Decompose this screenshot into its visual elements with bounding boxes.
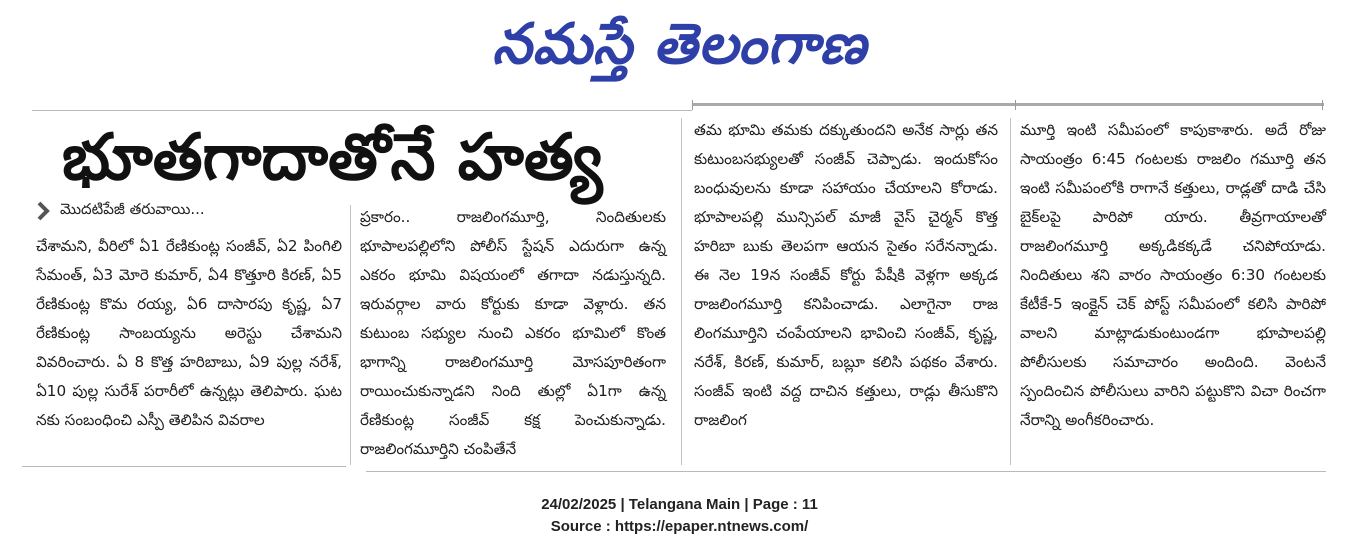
footer-edition-info: 24/02/2025 | Telangana Main | Page : 11 (541, 496, 818, 513)
article-headline: భూతగాదాతోనే హత్య (62, 121, 603, 195)
top-rule-left (32, 110, 692, 111)
article-column-2 (360, 203, 666, 464)
top-rule-right (692, 103, 1324, 106)
chevron-right-icon (36, 201, 50, 221)
column-divider (350, 205, 351, 465)
column-text: తమ భూమి తమకు దక్కుతుందని అనేక సార్లు తన కుటుంబసభ్యులతో సంజీవ్ చెప్పాడు. ఇందుకోసం బంధువులను కూడా సహాయం చేయాలని కోరాడు. భూపాలపల్లి మున్సిపల్ మాజీ వైస్ చైర్మన్ కొత్త హరిబా బుకు తెలపగా ఆయన సైతం సరేనన్నాడు. ఈ నెల 19న సంజీవ్ కోర్టు పేషీకి వెళ్లగా అక్కడ రాజలింగమూర్తి కనిపించాడు. ఎలాగైనా రాజ లింగమూర్తిని చంపేయాలని భావించి సంజీవ్, కృష్ణ, నరేశ్, కిరణ్, కుమార్, బబ్లూ కలిసి పథకం వేశారు. సంజీవ్ ఇంటి వద్ద దాచిన కత్తులు, రాడ్లు తీసుకొని రాజలింగ (694, 121, 998, 429)
column-divider (1010, 118, 1011, 465)
column-text: ప్రకారం.. రాజలింగమూర్తి, నిందితులకు భూపాలపల్లిలోని పోలీస్ స్టేషన్ ఎదురుగా ఉన్న ఎకరం భూమి విషయంలో తగాదా నడుస్తున్నది. ఇరువర్గాల వారు కోర్టుకు కూడా వెళ్లారు. తన కుటుంబ సభ్యుల నుంచి ఎకరం భూమిలో కొంత భాగాన్ని రాజలింగమూర్తి మోసపూరితంగా రాయించుకున్నాడని నింది తుల్లో ఏ1గా ఉన్న రేణికుంట్ల సంజీవ్ కక్ష పెంచుకున్నాడు. రాజలింగమూర్తిని చంపితేనే (360, 208, 666, 458)
continuation-marker (36, 196, 205, 226)
column-tick (692, 100, 693, 110)
bottom-rule-left (22, 466, 346, 467)
continuation-text: మొదటిపేజీ తరువాయి... (60, 200, 205, 218)
article-column-1 (36, 232, 342, 435)
masthead-logo: నమస్తే తెలంగాణ (492, 11, 867, 77)
column-text: చేశామని, వీరిలో ఏ1 రేణికుంట్ల సంజీవ్, ఏ2 పింగిలి సేమంత్, ఏ3 మోరె కుమార్, ఏ4 కొత్తూరి కిరణ్, ఏ5 రేణికుంట్ల కొమ రయ్య, ఏ6 దాసారపు కృష్ణ, ఏ7 రేణికుంట్ల సాంబయ్యను అరెస్టు చేశామని వివరించారు. ఏ 8 కొత్త హరిబాబు, ఏ9 పుల్ల నరేశ్, ఏ10 పుల్ల సురేశ్ పరారీలో ఉన్నట్లు తెలిపారు. ఘట నకు సంబంధించి ఎస్పీ తెలిపిన వివరాల (36, 237, 342, 429)
column-text: మూర్తి ఇంటి సమీపంలో కాపుకాశారు. అదే రోజు సాయంత్రం 6:45 గంటలకు రాజలిం గమూర్తి తన ఇంటి సమీపంలోకి రాగానే కత్తులు, రాడ్లతో దాడి చేసి బైక్‌లపై పారిపో యారు. తీవ్రగాయాలతో రాజలింగమూర్తి అక్కడికక్కడే చనిపోయాడు. నిందితులు శని వారం సాయంత్రం 6:30 గంటలకు కేటీకే-5 ఇంక్లైన్ చెక్ పోస్ట్ సమీపంలో కలిసి పారిపో వాలని మాట్లాడుకుంటుండగా భూపాలపల్లి పోలీసులకు సమాచారం అందింది. వెంటనే స్పందించిన పోలీసులు వారిని పట్టుకొని విచా రించగా నేరాన్ని అంగీకరించారు. (1020, 121, 1326, 429)
article-column-3 (694, 116, 998, 435)
bottom-rule-right (366, 471, 1326, 472)
article-column-4 (1020, 116, 1326, 435)
column-divider (681, 118, 682, 465)
column-tick (1322, 100, 1323, 110)
column-tick (1015, 100, 1016, 110)
footer-source: Source : https://epaper.ntnews.com/ (550, 518, 809, 535)
